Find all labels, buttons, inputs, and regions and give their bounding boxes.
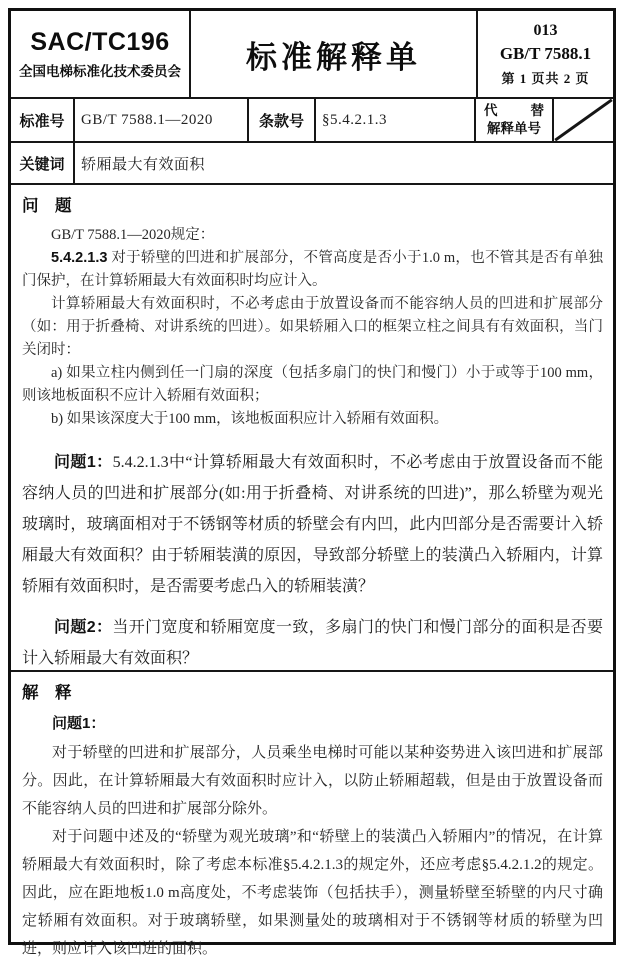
question-1 bbox=[22, 447, 603, 602]
standard-no-label: 标准号 bbox=[11, 99, 75, 141]
org-cell bbox=[11, 11, 191, 97]
regulation-clause bbox=[22, 247, 603, 293]
question-2-label: 问题2： bbox=[54, 619, 113, 636]
question-heading: 问 题 bbox=[22, 197, 72, 215]
org-code: SAC/TC196 bbox=[30, 28, 170, 56]
question-2-text: 当开门宽度和轿厢宽度一致，多扇门的快门和慢门部分的面积是否要计入轿厢最大有效面积？ bbox=[22, 619, 603, 667]
regulation-item-b: b) 如果该深度大于100 mm，该地板面积应计入轿厢有效面积。 bbox=[51, 411, 449, 427]
question-2 bbox=[22, 612, 603, 674]
keyword-row bbox=[11, 143, 613, 185]
regulation-intro: GB/T 7588.1—2020规定： bbox=[51, 227, 215, 243]
diagonal-slash-icon bbox=[554, 99, 613, 141]
regulation-clause-text: 对于轿壁的凹进和扩展部分，不管高度是否小于1.0 m，也不管其是否有单独门保护，在计算轿厢最大有效面积时均应计入。 bbox=[22, 250, 603, 289]
page-indicator: 第 1 页共 2 页 bbox=[501, 70, 590, 86]
clause-no-value: §5.4.2.1.3 bbox=[316, 99, 476, 141]
doc-number: 013 bbox=[533, 21, 558, 39]
replaced-sheet-label bbox=[476, 99, 554, 141]
keyword-label: 关键词 bbox=[11, 143, 75, 183]
replace-char-2: 替 bbox=[530, 103, 544, 118]
replaced-sheet-value-empty bbox=[554, 99, 613, 141]
doc-info-cell bbox=[476, 11, 613, 97]
meta-row bbox=[11, 99, 613, 143]
clause-no-label: 条款号 bbox=[249, 99, 316, 141]
org-name: 全国电梯标准化技术委员会 bbox=[19, 64, 181, 79]
replaced-sheet-label-line1 bbox=[480, 102, 548, 120]
interpretation-heading: 解 释 bbox=[22, 684, 72, 702]
title-cell bbox=[191, 11, 476, 97]
regulation-item-a: a) 如果立柱内侧到任一门扇的深度（包括多扇门的快门和慢门）小于或等于100 mm，则该地板面积不应计入轿厢有效面积； bbox=[22, 365, 603, 404]
standard-no-value: GB/T 7588.1—2020 bbox=[75, 99, 249, 141]
interpretation-section bbox=[11, 672, 613, 963]
interpretation-sheet bbox=[8, 8, 616, 957]
regulation-para: 计算轿厢最大有效面积时，不必考虑由于放置设备而不能容纳人员的凹进和扩展部分（如：用于折叠椅、对讲系统的凹进）。如果轿厢入口的框架立柱之间具有有效面积，当门关闭时： bbox=[22, 296, 603, 358]
doc-standard: GB/T 7588.1 bbox=[499, 43, 592, 63]
page-title: 标准解释单 bbox=[246, 39, 421, 75]
question-section bbox=[11, 185, 613, 672]
interpretation-para-2: 对于问题中述及的“轿壁为观光玻璃”和“轿壁上的装潢凸入轿厢内”的情况，在计算轿厢最大有效面积时，除了考虑本标准§5.4.2.1.3的规定外，还应考虑§5.4.2.1.2的规定。因此，应在距地板1.0 m高度处，不考虑装饰（包括扶手），测量轿壁至轿壁的内尺寸确定轿厢有效面积。对于玻璃轿壁，如果测量处的玻璃相对于不锈钢等材质的轿壁为凹进，则应计入该凹进的面积。 bbox=[22, 829, 603, 957]
question-1-text: 5.4.2.1.3中“计算轿厢最大有效面积时，不必考虑由于放置设备而不能容纳人员的凹进和扩展部分(如:用于折叠椅、对讲系统的凹进)”，那么轿壁为观光玻璃时，玻璃面相对于不锈钢等材质的轿壁会有内凹，此内凹部分是否需要计入轿厢最大有效面积？由于轿厢装潢的原因，导致部分轿壁上的装潢凸入轿厢内，计算轿厢有效面积时，是否需要考虑凸入的轿厢装潢？ bbox=[22, 454, 603, 595]
replace-char-1: 代 bbox=[484, 103, 498, 118]
replaced-sheet-label-line2: 解释单号 bbox=[487, 121, 541, 136]
keyword-value: 轿厢最大有效面积 bbox=[81, 156, 206, 173]
interpretation-para-1: 对于轿壁的凹进和扩展部分，人员乘坐电梯时可能以某种姿势进入该凹进和扩展部分。因此，在计算轿厢最大有效面积时应计入，以防止轿厢超载，但是由于放置设备而不能容纳人员的凹进和扩展部分除外。 bbox=[22, 745, 603, 817]
regulation-clause-number: 5.4.2.1.3 bbox=[51, 250, 108, 266]
sheet-header bbox=[11, 11, 613, 99]
question-1-label: 问题1： bbox=[54, 454, 113, 471]
interpretation-sub-heading: 问题1： bbox=[52, 715, 106, 732]
